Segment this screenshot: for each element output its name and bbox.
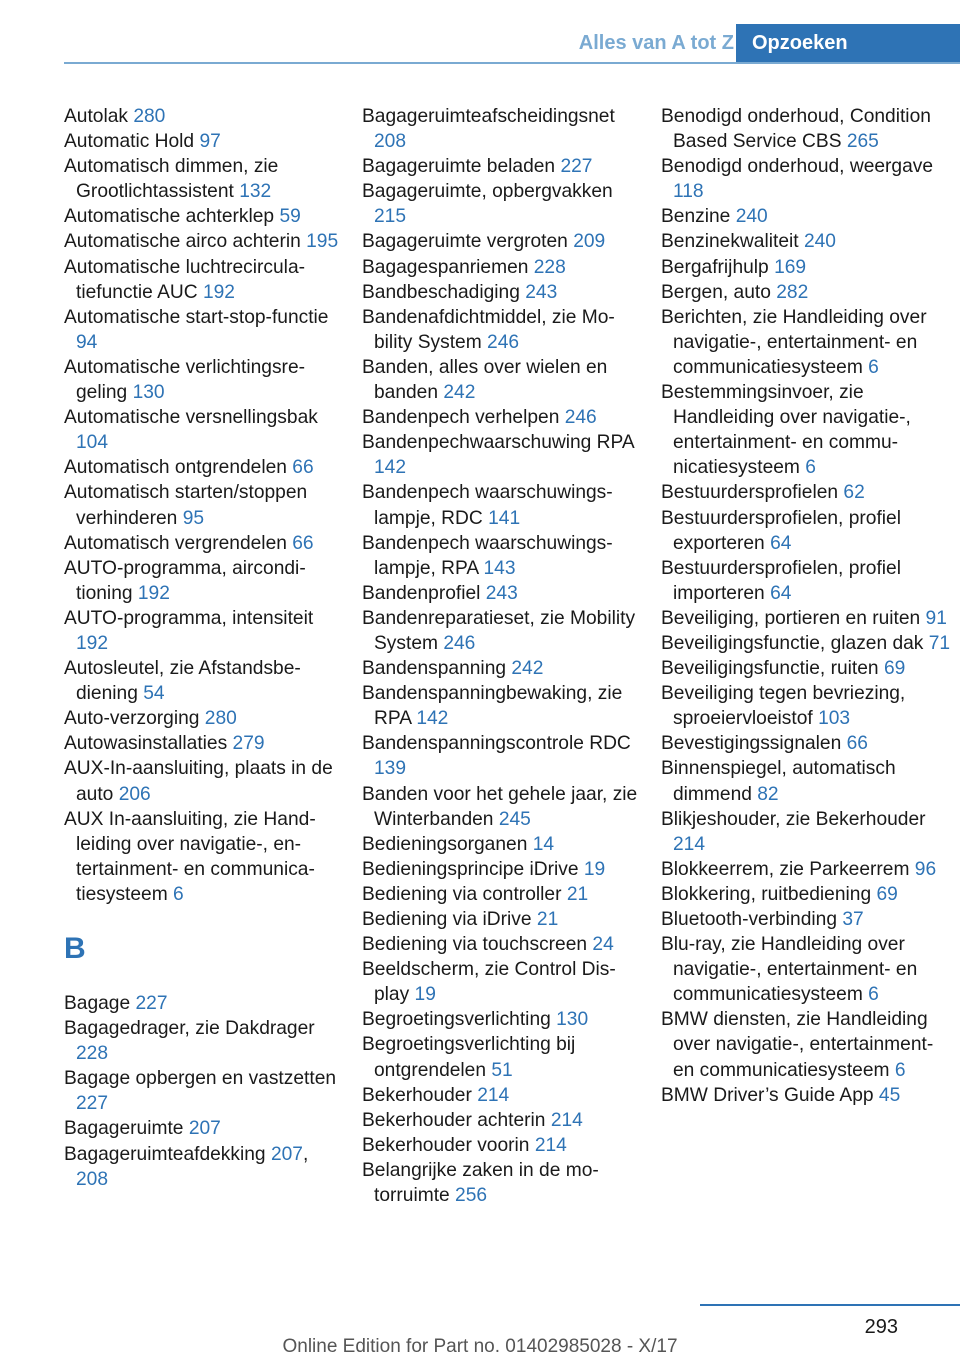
page-reference-link[interactable]: 21 [566, 883, 589, 905]
index-entry-term: AUTO-programma, intensiteit [64, 607, 314, 629]
index-entry [661, 480, 956, 505]
page-reference-link[interactable]: 214 [534, 1134, 567, 1156]
index-entry-term: Blu-ray, zie Handleiding over navigatie-, entertainment- en communicatiesysteem [661, 934, 918, 1006]
index-entry-term: Blokkering, ruitbediening [661, 883, 872, 905]
page-reference-link[interactable]: 130 [556, 1009, 589, 1031]
index-entry [64, 706, 344, 731]
index-entry-term: Bluetooth-verbinding [661, 909, 838, 930]
page-reference-link[interactable]: 208 [76, 1168, 109, 1190]
index-entry-term: AUX In-aansluiting, zie Handleiding over navigatie-, entertainment- en communicatiesysteem [64, 808, 316, 905]
page-reference-link[interactable]: 192 [137, 582, 170, 604]
page-reference-link[interactable]: 96 [914, 858, 937, 880]
index-entry [362, 229, 644, 254]
index-entry-term: Automatische luchtrecirculatiefunctie AUC [64, 256, 306, 303]
page-reference-link[interactable]: 62 [843, 482, 865, 504]
index-entry [64, 1066, 344, 1116]
index-entry [64, 991, 344, 1016]
index-entry [661, 1007, 956, 1082]
index-entry-term: Bandbeschadiging [362, 281, 520, 303]
index-entry [661, 882, 956, 907]
index-entry-term: Automatic Hold [64, 131, 195, 153]
index-entry [362, 179, 644, 229]
page-reference-link[interactable]: 192 [202, 281, 235, 303]
index-entry [64, 255, 344, 305]
page-reference-link[interactable]: 6 [805, 457, 816, 479]
index-entry-term: Bergafrijhulp [661, 256, 769, 278]
page-reference-link[interactable]: 19 [583, 858, 606, 880]
index-entry [362, 681, 644, 731]
index-entry-term: Begroetingsverlichting [362, 1009, 551, 1031]
header-active-tab[interactable]: Opzoeken [736, 24, 960, 62]
index-entry [64, 756, 344, 806]
header-section-tab[interactable]: Alles van A tot Z [578, 32, 734, 54]
page-reference-link[interactable]: 6 [894, 1059, 906, 1081]
page-reference-link[interactable]: 279 [232, 733, 265, 755]
index-entry-term: Belangrijke zaken in de motorruimte [362, 1159, 599, 1207]
index-entry-term: AUX-In-aansluiting, plaats in de auto [64, 758, 333, 805]
page-reference-link[interactable]: 71 [928, 632, 951, 654]
page-reference-link[interactable]: 66 [846, 733, 868, 755]
edition-note: Online Edition for Part no. 01402985028 - X/17 [282, 1336, 678, 1357]
index-entry-term: Bandenafdichtmiddel, zie Mobility System [362, 306, 615, 353]
page-reference-link[interactable]: 24 [592, 934, 614, 956]
index-entry [362, 531, 644, 581]
index-entry-term: Automatische versnellingsbak [64, 407, 318, 429]
index-entry [362, 280, 644, 305]
index-entry-term: Bandenspanning [362, 658, 507, 680]
index-entry-term: Bediening via iDrive [362, 909, 532, 930]
index-entry [661, 606, 956, 631]
index-entry-term: Beveiliging tegen bevriezing, sproeiervloeistof [661, 683, 906, 730]
page-reference-link[interactable]: 245 [498, 808, 531, 830]
index-entry-term: Benzinekwaliteit [661, 231, 799, 253]
index-entry [362, 104, 644, 154]
index-entry-term: Auto-verzorging [64, 708, 200, 730]
page-reference-link[interactable]: 6 [868, 984, 879, 1006]
page-reference-link[interactable]: 14 [532, 833, 555, 855]
index-entry-term: Bandenreparatieset, zie Mobility System [362, 607, 636, 654]
page-reference-link[interactable]: 103 [818, 708, 851, 730]
index-entry-term: Bagagedrager, zie Dakdrager [64, 1018, 315, 1040]
index-entry [661, 681, 956, 731]
index-entry-term: Benodigd onderhoud, weergave [661, 156, 934, 178]
index-entry [64, 229, 344, 254]
page-reference-link[interactable]: 91 [925, 607, 947, 629]
index-entry [64, 656, 344, 706]
page-reference-link[interactable]: 246 [487, 331, 520, 353]
index-entry-term: Bediening via touchscreen [362, 934, 588, 956]
index-entry [362, 782, 644, 832]
index-entry-term: Bagage [64, 993, 131, 1014]
index-entry [661, 280, 956, 305]
index-entry-term: Beveiliging, portieren en ruiten [661, 607, 921, 629]
index-entry-term: Bandenpech waarschuwingslampje, RDC [362, 482, 613, 529]
index-entry [362, 907, 644, 932]
page-reference-link[interactable]: 214 [550, 1109, 583, 1131]
index-entry-term: Bekerhouder [362, 1084, 472, 1106]
index-entry [64, 531, 344, 556]
index-entry-term: Bevestigingssignalen [661, 733, 842, 755]
page-reference-link[interactable]: 228 [76, 1043, 109, 1065]
page-reference-link[interactable]: 169 [774, 256, 807, 278]
page-reference-link[interactable]: 104 [76, 432, 109, 454]
index-letter-heading: B [64, 932, 86, 965]
index-entry-term: Bedieningsprincipe iDrive [362, 858, 579, 880]
index-entry [362, 731, 644, 781]
index-entry [362, 255, 644, 280]
page-reference-link[interactable]: 142 [374, 457, 407, 479]
index-entry [64, 154, 344, 204]
index-entry-term: Bagage opbergen en vastzetten [64, 1068, 337, 1090]
page-reference-link[interactable]: 54 [143, 683, 165, 705]
index-entry [64, 104, 344, 129]
index-entry-term: Automatische start-stop-functie [64, 306, 329, 328]
index-entry [64, 807, 344, 907]
page-reference-link[interactable]: 59 [279, 206, 301, 228]
page-reference-link[interactable]: 228 [533, 256, 566, 278]
page-reference-link[interactable]: 227 [560, 156, 593, 178]
index-entry-term: Bandenpech verhelpen [362, 407, 560, 429]
index-entry: Bagageruimteafdekking 207, 208 [64, 1143, 309, 1190]
page-reference-link[interactable]: 66 [292, 532, 314, 554]
page-reference-link[interactable]: 132 [239, 181, 272, 203]
page-reference-link[interactable]: 139 [374, 758, 407, 780]
page-reference-link[interactable]: 19 [414, 984, 436, 1006]
index-entry-term: Bagageruimte [64, 1118, 184, 1140]
index-entry-term: Automatische verlichtingsregeling [64, 356, 306, 404]
page-reference-link[interactable]: 243 [485, 582, 518, 604]
page-reference-link[interactable]: 94 [76, 331, 98, 353]
page-reference-link[interactable]: 69 [876, 883, 898, 905]
index-entry [362, 305, 644, 355]
page-reference-link[interactable]: 240 [735, 206, 768, 228]
page-reference-link[interactable]: 143 [483, 557, 516, 579]
index-entry-term: BMW diensten, zie Handleiding over navigatie-, entertainment- en communicatiesysteem [661, 1009, 934, 1081]
index-entry-term: Automatisch starten/stoppen verhinderen [64, 482, 308, 529]
page-reference-link[interactable]: 246 [443, 632, 476, 654]
index-entry [362, 1083, 644, 1108]
index-entry-term: Bediening via controller [362, 883, 562, 905]
index-entry-term: Banden, alles over wielen en banden [362, 356, 608, 404]
index-entry-term: Bagageruimte, opbergvakken [362, 181, 613, 203]
page-reference-link[interactable]: 6 [173, 883, 184, 905]
index-column-2 [362, 104, 644, 1208]
index-entry [64, 606, 344, 656]
index-entry [362, 1108, 644, 1133]
index-entry [661, 305, 956, 380]
page-reference-link[interactable]: 227 [76, 1093, 109, 1115]
index-entry [661, 857, 956, 882]
page-reference-link[interactable]: 265 [846, 131, 879, 153]
index-entry [362, 581, 644, 606]
index-entry [362, 430, 644, 480]
index-entry [661, 104, 956, 154]
page-reference-link[interactable]: 192 [76, 632, 109, 654]
index-entry [362, 857, 644, 882]
index-entry-term: Bandenpechwaarschuwing RPA [362, 432, 634, 454]
index-entry [661, 907, 956, 932]
index-entry-term: Banden voor het gehele jaar, zie Winterbanden [362, 783, 638, 830]
index-entry-term: Automatisch vergrendelen [64, 532, 287, 554]
page-reference-link[interactable]: 142 [416, 708, 449, 730]
page-reference-link[interactable]: 6 [868, 356, 879, 378]
index-entry [661, 656, 956, 681]
index-entry-term: Automatisch dimmen, zie Grootlichtassistent [64, 156, 279, 203]
index-entry-term: AUTO-programma, airconditioning [64, 557, 306, 604]
index-entry-term: Bagageruimte vergroten [362, 231, 568, 253]
index-entry [661, 932, 956, 1007]
index-entry-term: Bagagespanriemen [362, 256, 529, 278]
page-reference-link[interactable]: 215 [374, 206, 407, 228]
index-entry [64, 355, 344, 405]
index-entry-term: Bestuurdersprofielen, profiel exporteren [661, 507, 901, 554]
index-column-3 [661, 104, 956, 1108]
index-entry [64, 305, 344, 355]
index-entry-term: Bagageruimteafdekking [64, 1143, 266, 1165]
index-entry [362, 832, 644, 857]
page-reference-link[interactable]: 64 [770, 532, 792, 554]
index-entry [362, 1032, 644, 1082]
index-entry-term: Autowasinstallaties [64, 733, 228, 755]
page-reference-link[interactable]: 195 [306, 231, 339, 253]
page-reference-link[interactable]: 51 [491, 1059, 513, 1081]
index-entry [64, 204, 344, 229]
index-entry-term: Bedieningsorganen [362, 833, 528, 855]
page-reference-link[interactable]: 37 [842, 909, 864, 930]
page-reference-link[interactable]: 209 [573, 231, 606, 253]
index-entry [64, 556, 344, 606]
index-entry-term: Automatische achterklep [64, 206, 275, 228]
page-reference-link[interactable]: 280 [204, 708, 237, 730]
index-entry-term: BMW Driver’s Guide App [661, 1084, 874, 1106]
page-reference-link[interactable]: 246 [564, 407, 597, 429]
index-entry-term: Bestemmingsinvoer, zie Handleiding over navigatie-, entertainment- en communicatiesysteem [661, 382, 911, 479]
page-reference-link[interactable]: 45 [878, 1084, 901, 1106]
index-entry [661, 731, 956, 756]
index-entry-term: Blokkeerrem, zie Parkeerrem [661, 858, 910, 880]
index-entry [661, 807, 956, 857]
index-entry [362, 480, 644, 530]
page-reference-link[interactable]: 242 [443, 382, 476, 404]
index-entry [661, 204, 956, 229]
index-entry-term: Bestuurdersprofielen, profiel importeren [661, 557, 901, 604]
page-reference-link[interactable]: 82 [757, 783, 779, 805]
page-reference-link[interactable]: 118 [673, 181, 704, 203]
page-reference-link[interactable]: 214 [477, 1084, 510, 1106]
page-reference-link[interactable]: 69 [883, 658, 906, 680]
page-number: 293 [864, 1316, 898, 1338]
index-column-1 [64, 104, 344, 1192]
index-entry-term: Bekerhouder voorin [362, 1134, 530, 1156]
index-entry [661, 229, 956, 254]
index-entry [661, 1083, 956, 1108]
page-reference-link[interactable]: 66 [292, 457, 314, 479]
index-entry-term: Bandenspanningscontrole RDC [362, 733, 631, 755]
index-entry-term: Beveiligingsfunctie, glazen dak [661, 632, 924, 654]
index-entry [362, 154, 644, 179]
page-reference-link[interactable]: 206 [118, 783, 151, 805]
index-entry [661, 556, 956, 606]
index-entry-term: Beveiligingsfunctie, ruiten [661, 658, 879, 680]
page-reference-link[interactable]: 256 [455, 1185, 488, 1207]
index-entry-term: Bestuurdersprofielen [661, 482, 839, 504]
page-reference-link[interactable]: 130 [132, 382, 165, 404]
index-entry [64, 1116, 344, 1141]
page-reference-link[interactable]: 97 [199, 131, 221, 153]
index-entry [64, 480, 344, 530]
page-reference-link[interactable]: 282 [776, 281, 809, 303]
index-entry [64, 129, 344, 154]
index-entry-term: Blikjeshouder, zie Bekerhouder [661, 808, 926, 830]
index-entry [362, 932, 644, 957]
page-reference-link[interactable]: 95 [182, 507, 205, 529]
index-entry [661, 154, 956, 204]
index-entry-term: Bandenprofiel [362, 582, 481, 604]
index-entry [661, 756, 956, 806]
index-entry [661, 380, 956, 480]
index-entry [362, 1133, 644, 1158]
index-entry-term: Berichten, zie Handleiding over navigatie-, entertainment- en communicatiesysteem [661, 306, 927, 378]
page-reference-link[interactable]: 208 [374, 131, 407, 153]
index-entry [64, 731, 344, 756]
index-entry [362, 606, 644, 656]
index-entry [64, 1016, 344, 1066]
index-entry [64, 405, 344, 455]
index-entry-term: Bergen, auto [661, 281, 771, 303]
index-entry-term: Binnenspiegel, automatisch dimmend [661, 758, 896, 805]
page-reference-link[interactable]: 207 [188, 1118, 221, 1140]
page-reference-link[interactable]: 240 [803, 231, 836, 253]
index-entry-term: Bandenpech waarschuwingslampje, RPA [362, 532, 613, 579]
footer-rule [700, 1304, 960, 1306]
index-entry [64, 455, 344, 480]
index-entry-term: Bagageruimteafscheidingsnet [362, 106, 615, 127]
index-entry-term: Automatisch ontgrendelen [64, 457, 287, 479]
index-entry-term: Autosleutel, zie Afstandsbediening [64, 658, 301, 705]
index-entry [362, 957, 644, 1007]
index-entry-term: Benodigd onderhoud, Condition Based Service CBS [661, 106, 931, 153]
index-entry [362, 355, 644, 405]
index-entry-term: Autolak [64, 106, 128, 127]
index-entry [362, 656, 644, 681]
index-entry-term: Bekerhouder achterin [362, 1109, 546, 1131]
page-reference-link[interactable]: 243 [525, 281, 558, 303]
page-reference-link[interactable]: 141 [488, 507, 521, 529]
index-entry [661, 506, 956, 556]
page-reference-link[interactable]: 64 [770, 582, 792, 604]
page-reference-link[interactable]: 207 [270, 1143, 303, 1165]
index-entry-term: Benzine [661, 206, 731, 228]
index-entry-term: Bandenspanningbewaking, zie RPA [362, 683, 623, 730]
index-entry [362, 1158, 644, 1208]
index-entry-term: Bagageruimte beladen [362, 156, 556, 178]
page-reference-link[interactable]: 214 [673, 833, 706, 855]
index-entry-term: Begroetingsverlichting bij ontgrendelen [362, 1034, 576, 1081]
index-entry [362, 1007, 644, 1032]
page-reference-link[interactable]: 242 [511, 658, 544, 680]
index-entry [661, 631, 956, 656]
index-entry-term: Automatische airco achterin [64, 231, 301, 253]
page-reference-link[interactable]: 227 [135, 993, 168, 1014]
index-entry [661, 255, 956, 280]
index-entry [362, 882, 644, 907]
index-entry-term: Beeldscherm, zie Control Display [362, 959, 616, 1006]
index-entry [362, 405, 644, 430]
page-reference-link[interactable]: 280 [133, 106, 166, 127]
header-rule [64, 62, 960, 64]
page-reference-link[interactable]: 21 [536, 909, 559, 930]
